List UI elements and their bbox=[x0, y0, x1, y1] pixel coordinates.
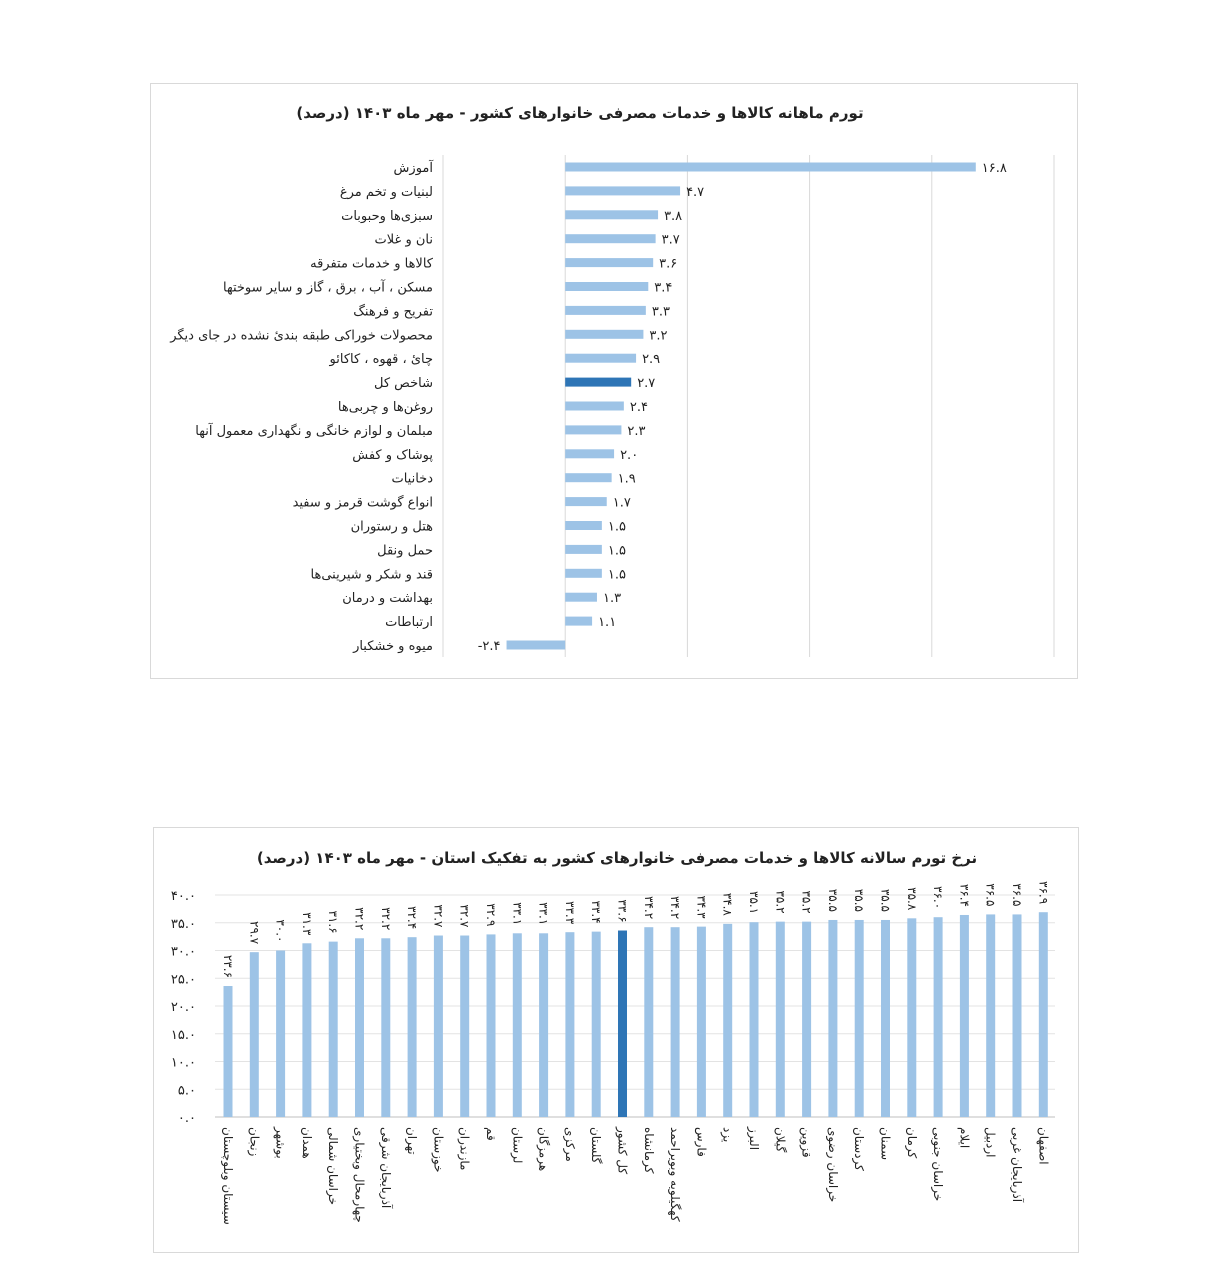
bar bbox=[565, 210, 658, 219]
value-label: ۳۶.۴ bbox=[957, 883, 972, 907]
bar bbox=[513, 933, 522, 1117]
y-tick-label: ۱۰.۰ bbox=[170, 1055, 196, 1071]
value-label: ۳۰.۰ bbox=[273, 919, 288, 943]
value-label: ۳۶.۵ bbox=[983, 883, 998, 907]
bar bbox=[565, 617, 592, 626]
value-label: ۳۵.۱ bbox=[747, 891, 761, 915]
value-label: ۱.۹ bbox=[617, 471, 636, 487]
value-label: ۳.۴ bbox=[654, 280, 673, 296]
category-label: زنجان bbox=[247, 1127, 262, 1157]
value-label: ۳۳.۳ bbox=[562, 901, 577, 925]
value-label: ۲.۷ bbox=[637, 376, 656, 392]
bar bbox=[276, 951, 285, 1118]
value-label: ۴.۷ bbox=[686, 184, 705, 200]
value-label: ۳.۶ bbox=[659, 256, 678, 272]
category-label: خوزستان bbox=[431, 1127, 446, 1173]
category-label: سیستان وبلوچستان bbox=[221, 1127, 235, 1225]
category-label: خراسان جنوبی bbox=[931, 1127, 946, 1202]
category-label: کرمانشاه bbox=[641, 1127, 656, 1174]
bar bbox=[565, 306, 646, 315]
category-label: انواع گوشت قرمز و سفید bbox=[292, 495, 433, 511]
category-label: آذربایجان غربی bbox=[1010, 1127, 1024, 1203]
category-label: گلستان bbox=[589, 1127, 604, 1164]
value-label: ۳۳.۴ bbox=[589, 900, 604, 924]
value-label: ۱.۵ bbox=[607, 543, 626, 559]
bar bbox=[565, 449, 614, 458]
value-label: ۳۲.۹ bbox=[484, 903, 498, 927]
chart1-title: تورم ماهانه کالاها و خدمات مصرفی خانوارهای کشور - مهر ماه ۱۴۰۳ (درصد) bbox=[296, 104, 864, 122]
bar bbox=[750, 922, 759, 1117]
y-tick-label: ۳۵.۰ bbox=[170, 916, 196, 932]
category-label: چائ ، قهوه ، کاکائو bbox=[329, 352, 433, 368]
value-label: ۱.۷ bbox=[612, 495, 631, 511]
category-label: بوشهر bbox=[273, 1127, 288, 1159]
bar bbox=[1039, 912, 1048, 1117]
y-tick-label: ۰.۰ bbox=[177, 1111, 196, 1126]
value-label: ۳۳.۱ bbox=[536, 902, 551, 926]
category-label: چهارمحال وبختیاری bbox=[352, 1127, 367, 1223]
category-label: مازندران bbox=[457, 1127, 472, 1171]
value-label: ۳.۲ bbox=[649, 328, 668, 344]
value-label: ۲.۴ bbox=[629, 400, 648, 415]
bar bbox=[539, 933, 548, 1117]
category-label: محصولات خوراکی طبقه بندیٔ نشده در جای دیگر bbox=[170, 328, 433, 344]
category-label: حمل ونقل bbox=[377, 543, 433, 559]
bar bbox=[565, 354, 636, 363]
bar bbox=[855, 920, 864, 1117]
value-label: ۳۴.۲ bbox=[641, 896, 656, 920]
value-label: ۳۵.۲ bbox=[773, 890, 788, 914]
value-label: ۳۲.۴ bbox=[405, 906, 420, 930]
category-label: کردستان bbox=[852, 1127, 867, 1171]
value-label: ۲۹.۷ bbox=[247, 921, 262, 945]
category-label: هتل و رستوران bbox=[350, 519, 433, 535]
category-label: هرمزگان bbox=[536, 1127, 551, 1172]
bar bbox=[592, 932, 601, 1117]
bar bbox=[460, 936, 469, 1117]
value-label: ۳۱.۶ bbox=[326, 910, 341, 934]
bar bbox=[986, 914, 995, 1117]
value-label: ۲.۰ bbox=[620, 447, 639, 463]
category-label: سمنان bbox=[878, 1127, 893, 1161]
chart2-title: نرخ تورم سالانه کالاها و خدمات مصرفی خانوارهای کشور به تفکیک استان - مهر ماه ۱۴۰۳ (درصد) bbox=[256, 849, 978, 867]
bar bbox=[565, 425, 621, 434]
bar bbox=[355, 938, 364, 1117]
value-label: ۳۲.۷ bbox=[457, 904, 472, 928]
category-label: مرکزی bbox=[562, 1127, 577, 1162]
value-label: ۱۶.۸ bbox=[981, 161, 1007, 176]
bar bbox=[565, 282, 648, 291]
bar bbox=[329, 942, 338, 1117]
value-label: ۳۶.۰ bbox=[931, 886, 946, 910]
value-label: ۳۶.۹ bbox=[1036, 881, 1051, 905]
bar bbox=[776, 922, 785, 1117]
y-tick-label: ۴۰.۰ bbox=[170, 889, 196, 904]
bar bbox=[565, 186, 680, 195]
y-tick-label: ۲۵.۰ bbox=[170, 972, 196, 988]
bar bbox=[507, 641, 566, 650]
category-label: لرستان bbox=[510, 1127, 525, 1164]
category-label: خراسان رضوی bbox=[825, 1127, 840, 1203]
category-label: تفریح و فرهنگ bbox=[353, 304, 433, 320]
category-label: قند و شکر و شیرینی‌ها bbox=[310, 567, 433, 583]
bar bbox=[565, 378, 631, 387]
bar bbox=[250, 952, 259, 1117]
bar bbox=[381, 938, 390, 1117]
value-label: ۳۳.۶ bbox=[615, 899, 630, 923]
bar bbox=[487, 934, 496, 1117]
category-label: البرز bbox=[747, 1127, 761, 1151]
value-label: ۳۳.۱ bbox=[510, 902, 525, 926]
value-label: ۳۲.۲ bbox=[352, 907, 367, 931]
bar bbox=[565, 234, 655, 243]
value-label: ۳۴.۳ bbox=[694, 895, 709, 919]
category-label: فارس bbox=[694, 1127, 709, 1157]
bar bbox=[697, 927, 706, 1117]
value-label: ۳.۸ bbox=[664, 208, 683, 224]
category-label: دخانیات bbox=[391, 471, 433, 487]
category-label: ارتباطات bbox=[385, 615, 433, 631]
value-label: ۱.۵ bbox=[607, 519, 626, 535]
category-label: روغن‌ها و چربی‌ها bbox=[337, 400, 433, 415]
value-label: ۱.۵ bbox=[607, 567, 626, 583]
bar bbox=[434, 936, 443, 1117]
category-label: کرمان bbox=[904, 1127, 919, 1159]
value-label: -۲.۴ bbox=[477, 639, 501, 654]
value-label: ۳۵.۲ bbox=[799, 890, 814, 914]
value-label: ۳.۳ bbox=[651, 304, 670, 320]
category-label: کهگیلویه وبویراحمد bbox=[668, 1127, 683, 1222]
category-label: همدان bbox=[299, 1127, 314, 1159]
value-label: ۳۵.۵ bbox=[878, 888, 893, 912]
value-label: ۱.۱ bbox=[598, 615, 617, 631]
bar bbox=[723, 924, 732, 1117]
category-label: اصفهان bbox=[1036, 1127, 1051, 1165]
bar bbox=[565, 258, 653, 267]
bar bbox=[828, 920, 837, 1117]
value-label: ۳۴.۸ bbox=[720, 892, 735, 916]
category-label: کل کشور bbox=[615, 1127, 630, 1175]
category-label: مسکن ، آب ، برق ، گاز و سایر سوختها bbox=[222, 280, 433, 296]
bar bbox=[565, 593, 597, 602]
category-label: تهران bbox=[405, 1127, 420, 1155]
value-label: ۳۲.۲ bbox=[378, 907, 393, 931]
category-label: گیلان bbox=[773, 1127, 788, 1153]
category-label: لبنیات و تخم مرغ bbox=[339, 184, 433, 200]
category-label: کالاها و خدمات متفرقه bbox=[310, 256, 433, 272]
value-label: ۳۴.۲ bbox=[668, 896, 683, 920]
value-label: ۳۵.۵ bbox=[825, 888, 840, 912]
value-label: ۳۶.۵ bbox=[1010, 883, 1024, 907]
bar bbox=[565, 569, 602, 578]
bar bbox=[565, 497, 607, 506]
bar bbox=[618, 931, 627, 1117]
category-label: ایلام bbox=[957, 1127, 972, 1149]
value-label: ۳.۷ bbox=[661, 232, 680, 248]
category-label: آموزش bbox=[393, 161, 433, 176]
value-label: ۲.۹ bbox=[642, 352, 661, 368]
bar bbox=[881, 920, 890, 1117]
bar bbox=[802, 922, 811, 1117]
category-label: اردبیل bbox=[983, 1127, 998, 1158]
category-label: شاخص کل bbox=[374, 376, 433, 392]
category-label: یزد bbox=[720, 1127, 735, 1143]
value-label: ۲.۳ bbox=[627, 423, 646, 439]
bar bbox=[565, 521, 602, 530]
value-label: ۲۳.۶ bbox=[221, 954, 235, 979]
bar bbox=[408, 937, 417, 1117]
bar bbox=[565, 545, 602, 554]
value-label: ۳۱.۳ bbox=[299, 912, 314, 936]
category-label: میوه و خشکبار bbox=[353, 639, 433, 654]
category-label: قم bbox=[484, 1127, 498, 1141]
bar bbox=[960, 915, 969, 1117]
bar bbox=[934, 917, 943, 1117]
bar bbox=[302, 943, 311, 1117]
y-tick-label: ۱۵.۰ bbox=[170, 1027, 196, 1043]
category-label: پوشاک و کفش bbox=[352, 447, 433, 463]
y-tick-label: ۳۰.۰ bbox=[170, 944, 196, 960]
bar bbox=[565, 402, 624, 411]
bar bbox=[644, 927, 653, 1117]
category-label: آذربایجان شرقی bbox=[378, 1127, 393, 1209]
bar bbox=[565, 473, 611, 482]
bar bbox=[565, 163, 976, 172]
bar bbox=[907, 918, 916, 1117]
bar bbox=[224, 986, 233, 1117]
bar bbox=[671, 927, 680, 1117]
category-label: سبزی‌ها وحبوبات bbox=[341, 208, 433, 224]
bar bbox=[1013, 914, 1022, 1117]
y-tick-label: ۵.۰ bbox=[177, 1083, 196, 1099]
category-label: نان و غلات bbox=[374, 232, 433, 248]
category-label: بهداشت و درمان bbox=[342, 591, 433, 607]
y-tick-label: ۲۰.۰ bbox=[170, 1000, 196, 1015]
value-label: ۱.۳ bbox=[602, 591, 622, 607]
bar bbox=[565, 330, 643, 339]
category-label: قزوین bbox=[799, 1127, 814, 1158]
value-label: ۳۵.۵ bbox=[852, 888, 867, 912]
category-label: مبلمان و لوازم خانگی و نگهداری معمول آنها bbox=[195, 423, 433, 439]
value-label: ۳۵.۸ bbox=[904, 887, 919, 911]
bar bbox=[565, 932, 574, 1117]
category-label: خراسان شمالی bbox=[326, 1127, 341, 1206]
value-label: ۳۲.۷ bbox=[431, 904, 446, 928]
